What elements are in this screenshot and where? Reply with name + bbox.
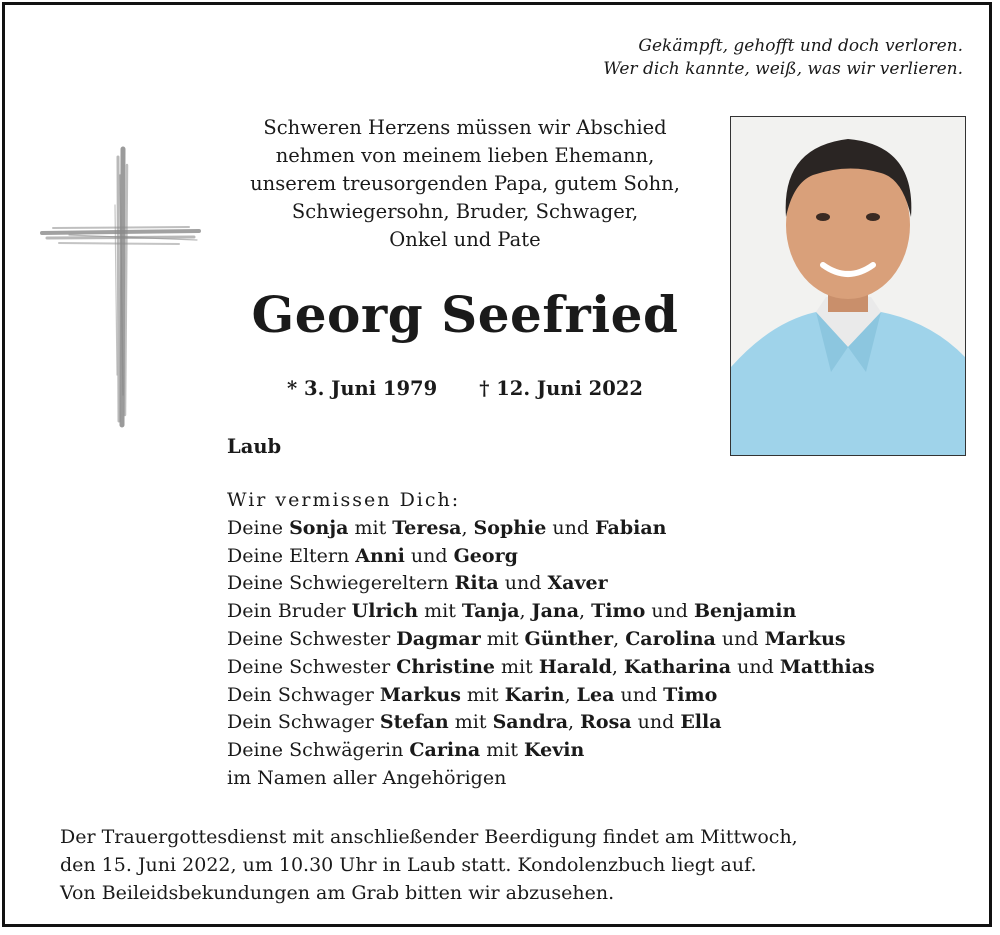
mourner-line <box>227 570 875 598</box>
mourner-line <box>227 598 875 626</box>
intro-line: nehmen von meinem lieben Ehemann, <box>275 144 655 167</box>
mourner-name: Stefan <box>379 711 449 734</box>
mourner-text: Deine Schwester <box>227 655 397 678</box>
mourners-list <box>227 487 875 793</box>
mourner-name: Kevin <box>524 739 585 762</box>
mourner-text: , <box>579 600 592 623</box>
mourner-line <box>227 515 875 543</box>
mourner-name: Markus <box>764 627 846 650</box>
mourner-line <box>227 626 875 654</box>
mourner-text: mit <box>495 655 539 678</box>
funeral-notice <box>60 823 798 907</box>
mourner-text: und <box>645 600 694 623</box>
notice-line: Der Trauergottesdienst mit anschließender Beerdigung findet am Mittwoch, <box>60 826 798 848</box>
life-dates <box>215 377 715 400</box>
cross-icon <box>39 145 204 430</box>
portrait-illustration <box>731 117 965 455</box>
intro-text <box>215 114 715 254</box>
mourner-text: und <box>631 711 681 734</box>
mourner-text: , <box>568 711 581 734</box>
mourner-line <box>227 737 875 765</box>
mourner-name: Xaver <box>547 572 608 595</box>
mourner-text: und <box>715 627 765 650</box>
mourner-text: mit <box>460 683 505 706</box>
mourner-name: Benjamin <box>694 600 797 623</box>
mourner-text: Deine Schwester <box>227 627 397 650</box>
mourner-name: Sophie <box>473 516 547 539</box>
mourner-name: Karin <box>504 683 565 706</box>
mourner-text: Dein Schwager <box>227 711 380 734</box>
mourner-name: Jana <box>531 600 580 623</box>
mourner-name: Sonja <box>289 516 349 539</box>
birth-date: * 3. Juni 1979 <box>287 377 438 400</box>
mourner-line <box>227 654 875 682</box>
mourner-name: Sandra <box>492 711 569 734</box>
mourner-text: , <box>461 516 474 539</box>
mourner-name: Katharina <box>624 655 732 678</box>
mourner-text: Deine Eltern <box>227 544 356 567</box>
place-name: Laub <box>227 435 282 458</box>
motto-line: Gekämpft, gehofft und doch verloren. <box>638 36 963 56</box>
mourner-text: und <box>546 516 596 539</box>
intro-line: unserem treusorgenden Papa, gutem Sohn, <box>250 172 680 195</box>
intro-line: Schweren Herzens müssen wir Abschied <box>263 116 667 139</box>
mourner-name: Lea <box>576 683 615 706</box>
mourner-text: mit <box>480 627 525 650</box>
mourner-text: mit <box>418 600 462 623</box>
mourner-name: Rosa <box>580 711 632 734</box>
mourner-name: Carina <box>409 739 481 762</box>
mourner-line <box>227 765 875 793</box>
mourner-name: Ella <box>680 711 722 734</box>
mourner-text: , <box>611 655 624 678</box>
mourner-text: , <box>519 600 532 623</box>
mourner-text: , <box>564 683 577 706</box>
obituary-notice <box>2 2 992 927</box>
mourner-name: Harald <box>538 655 612 678</box>
mourner-name: Georg <box>453 544 518 567</box>
mourner-text: Dein Schwager <box>227 683 380 706</box>
mourner-name: Günther <box>524 627 614 650</box>
intro-line: Schwiegersohn, Bruder, Schwager, <box>291 200 639 223</box>
mourner-text: Deine Schwägerin <box>227 739 410 762</box>
death-date: † 12. Juni 2022 <box>479 377 643 400</box>
mourner-text: Deine Schwiegereltern <box>227 572 455 595</box>
notice-line: Von Beileidsbekundungen am Grab bitten wir abzusehen. <box>60 882 615 904</box>
mourner-name: Matthias <box>779 655 875 678</box>
mourner-text: Dein Bruder <box>227 600 352 623</box>
mourner-text: mit <box>448 711 493 734</box>
mourner-text: und <box>614 683 664 706</box>
mourner-text: und <box>731 655 780 678</box>
mourner-text: und <box>498 572 548 595</box>
motto <box>603 35 963 81</box>
mourner-name: Anni <box>355 544 405 567</box>
mourner-text: mit <box>480 739 525 762</box>
mourners-heading: Wir vermissen Dich: <box>227 489 461 511</box>
mourner-name: Timo <box>663 683 718 706</box>
mourner-name: Christine <box>396 655 495 678</box>
mourner-text: im Namen aller Angehörigen <box>227 766 507 789</box>
mourner-name: Ulrich <box>351 600 419 623</box>
mourner-line <box>227 682 875 710</box>
deceased-name: Georg Seefried <box>251 285 679 344</box>
mourner-line <box>227 543 875 571</box>
mourner-text: und <box>404 544 454 567</box>
mourner-text: , <box>613 627 626 650</box>
mourner-name: Tanja <box>461 600 520 623</box>
mourner-text: mit <box>348 516 393 539</box>
intro-line: Onkel und Pate <box>389 228 541 251</box>
mourner-line <box>227 709 875 737</box>
mourner-name: Carolina <box>625 627 716 650</box>
motto-line: Wer dich kannte, weiß, was wir verlieren. <box>603 59 963 79</box>
mourner-name: Fabian <box>595 516 667 539</box>
mourner-name: Teresa <box>392 516 462 539</box>
mourner-name: Timo <box>591 600 646 623</box>
portrait-photo <box>730 116 966 456</box>
notice-line: den 15. Juni 2022, um 10.30 Uhr in Laub statt. Kondolenzbuch liegt auf. <box>60 854 757 876</box>
mourner-text: Deine <box>227 516 290 539</box>
mourner-name: Rita <box>454 572 499 595</box>
mourner-name: Markus <box>379 683 461 706</box>
mourner-name: Dagmar <box>396 627 481 650</box>
